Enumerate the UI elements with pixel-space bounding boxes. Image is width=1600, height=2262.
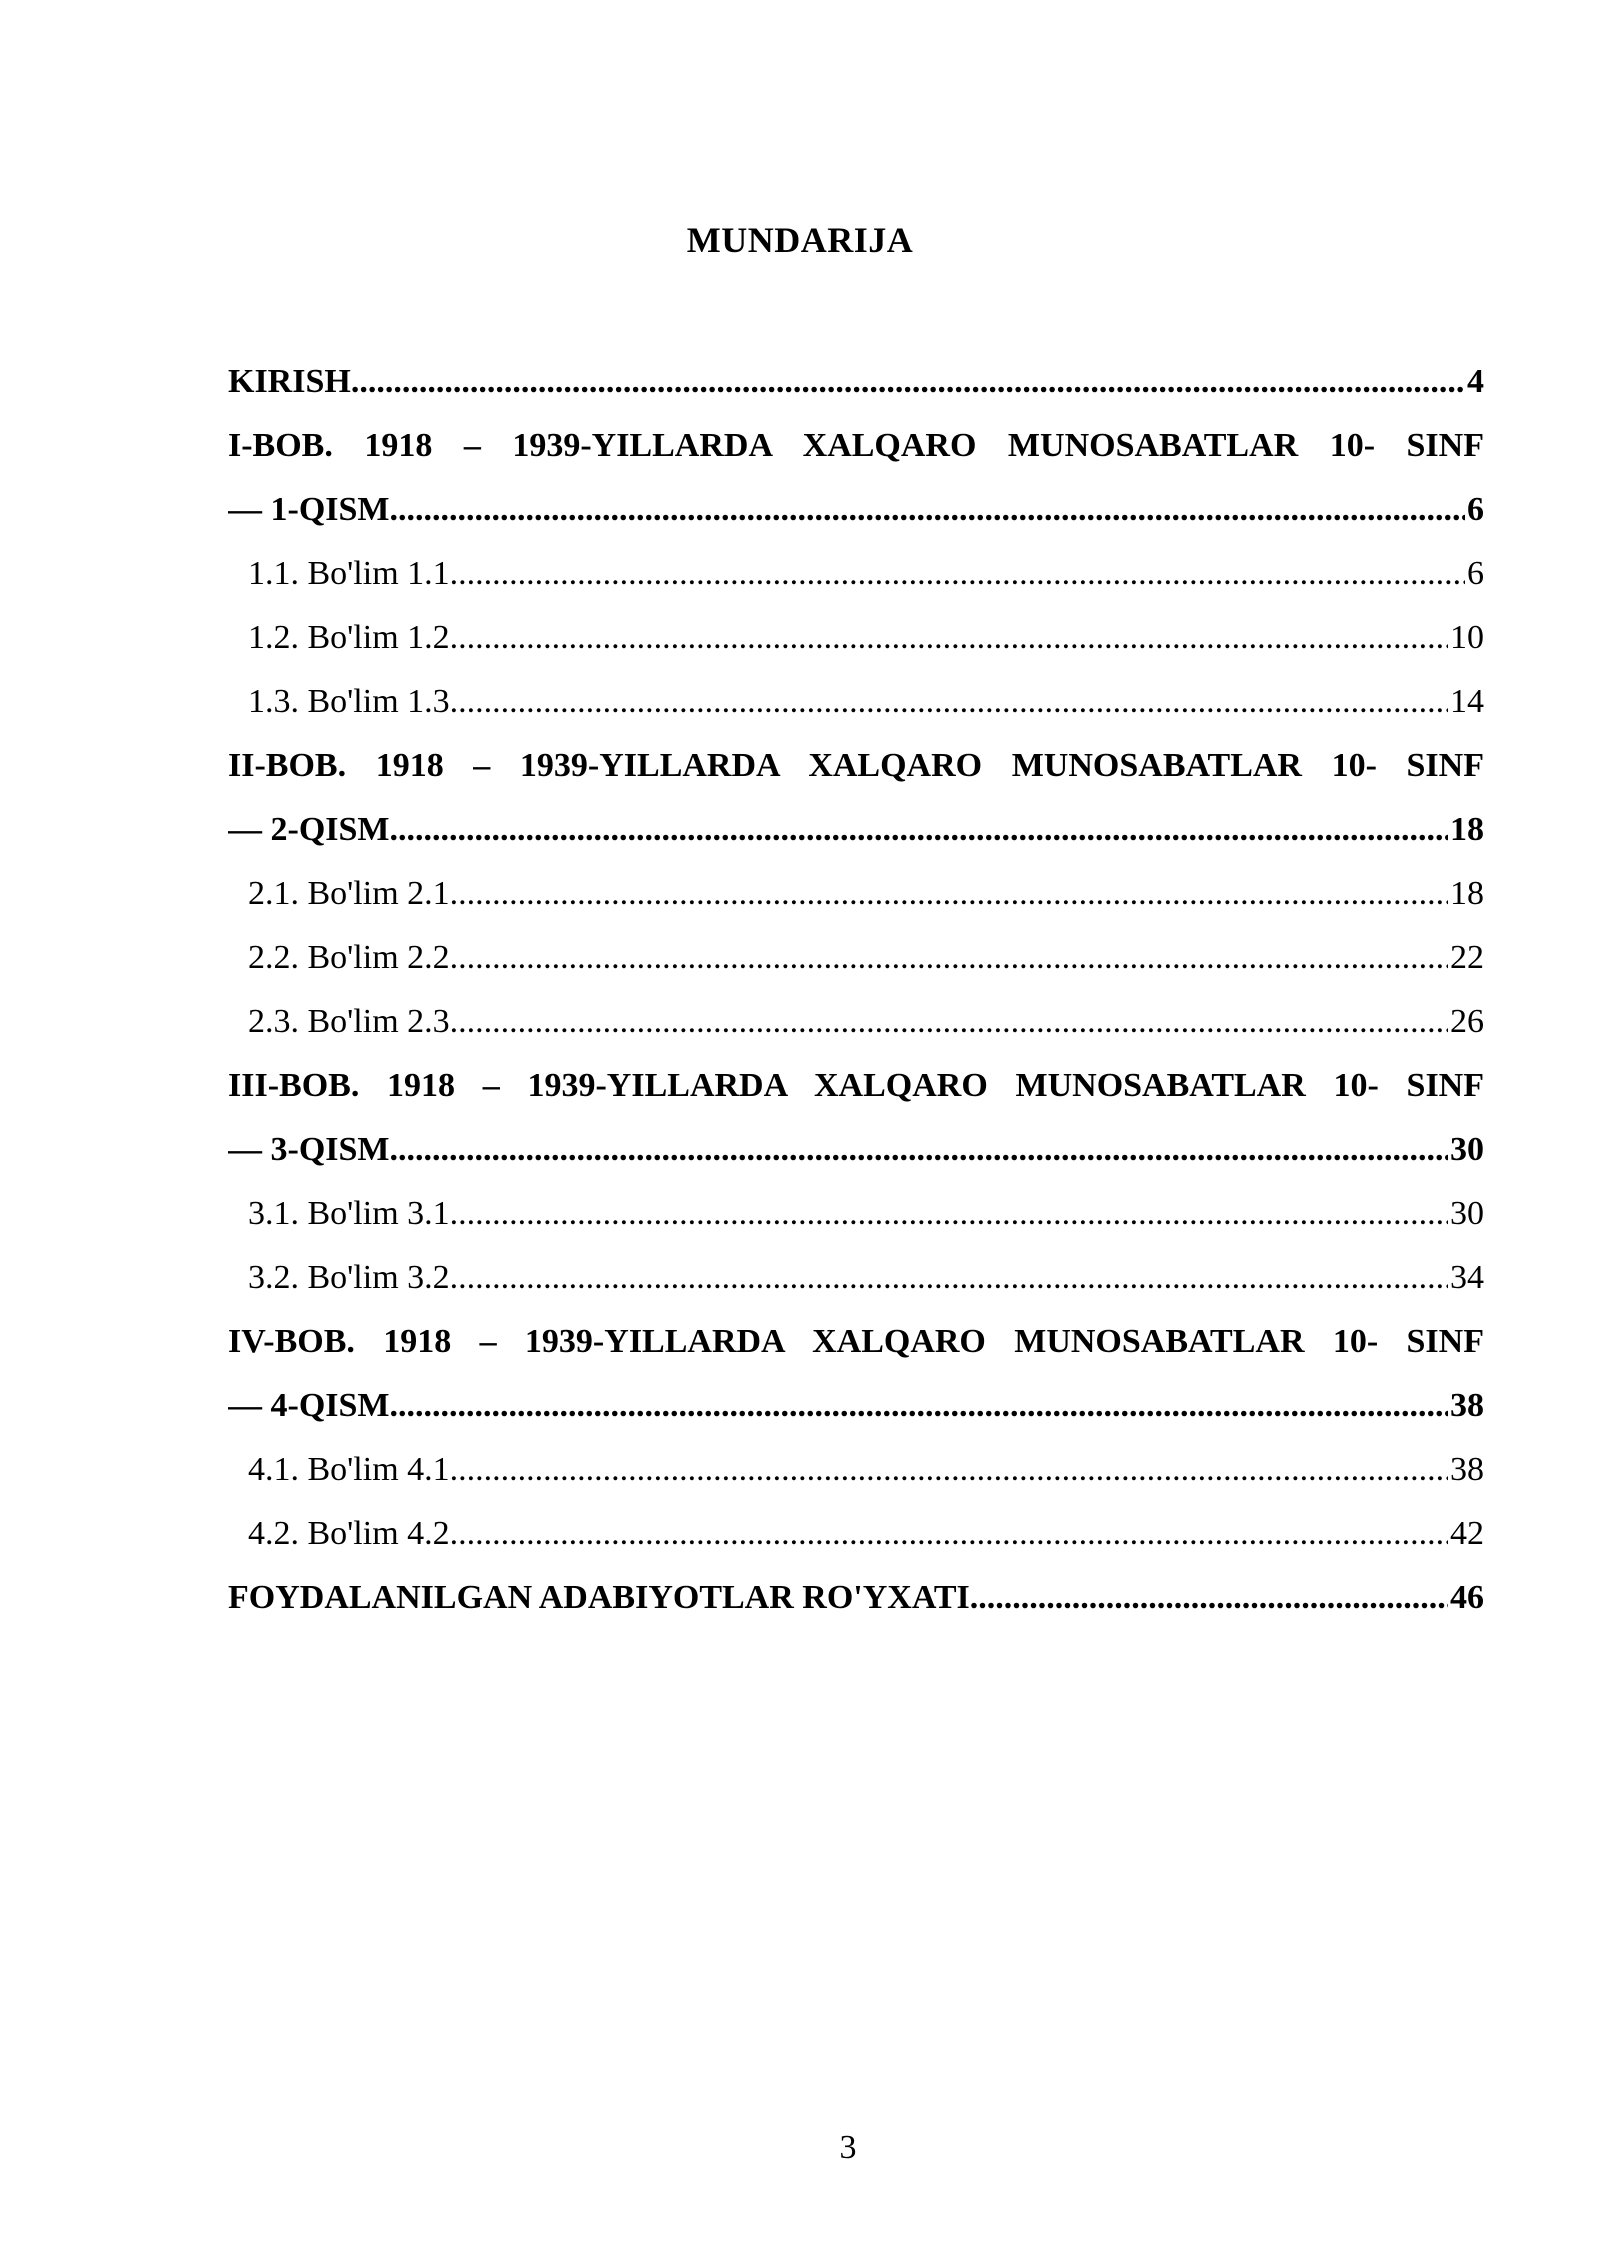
toc-entry-section-4-2[interactable] bbox=[228, 1502, 1484, 1566]
page-number: 3 bbox=[839, 2129, 857, 2166]
dot-leader bbox=[450, 1246, 1448, 1310]
toc-entry-label: 2.1. Bo'lim 2.1 bbox=[248, 875, 450, 912]
toc-entry-label: FOYDALANILGAN ADABIYOTLAR RO'YXATI bbox=[228, 1579, 970, 1616]
toc-entry-page: 38 bbox=[1450, 1387, 1484, 1424]
toc-entry-page: 38 bbox=[1450, 1451, 1484, 1488]
toc-entry-page: 22 bbox=[1450, 939, 1484, 976]
toc-entry-page: 18 bbox=[1450, 811, 1484, 848]
toc-entry-references[interactable] bbox=[228, 1566, 1484, 1630]
dot-leader bbox=[450, 670, 1448, 734]
toc-entry-section-4-1[interactable] bbox=[228, 1438, 1484, 1502]
dot-leader bbox=[450, 606, 1448, 670]
toc-entry-page: 30 bbox=[1450, 1195, 1484, 1232]
toc-entry-chapter-4[interactable] bbox=[228, 1374, 1484, 1438]
toc-entry-intro[interactable] bbox=[228, 350, 1484, 414]
dot-leader bbox=[450, 1182, 1448, 1246]
dot-leader bbox=[351, 350, 1465, 414]
toc-entry-label: 2.3. Bo'lim 2.3 bbox=[248, 1003, 450, 1040]
toc-entry-page: 42 bbox=[1450, 1515, 1484, 1552]
toc-entry-page: 46 bbox=[1450, 1579, 1484, 1616]
toc-entry-page: 34 bbox=[1450, 1259, 1484, 1296]
toc-entry-section-2-1[interactable] bbox=[228, 862, 1484, 926]
toc-entry-page: 4 bbox=[1467, 363, 1484, 400]
toc-chapter-4-title[interactable]: IV-BOB. 1918 – 1939-YILLARDA XALQARO MUNOSABATLAR 10- SINF bbox=[228, 1323, 1484, 1360]
toc-entry-section-3-1[interactable] bbox=[228, 1182, 1484, 1246]
toc-entry-page: 26 bbox=[1450, 1003, 1484, 1040]
toc-entry-label: 3.1. Bo'lim 3.1 bbox=[248, 1195, 450, 1232]
toc-entry-label: — 3-QISM bbox=[228, 1131, 390, 1168]
toc-entry-page: 10 bbox=[1450, 619, 1484, 656]
toc-chapter-1-title[interactable]: I-BOB. 1918 – 1939-YILLARDA XALQARO MUNOSABATLAR 10- SINF bbox=[228, 427, 1484, 464]
toc-chapter-2-title[interactable]: II-BOB. 1918 – 1939-YILLARDA XALQARO MUNOSABATLAR 10- SINF bbox=[228, 747, 1484, 784]
toc-entry-label: — 4-QISM bbox=[228, 1387, 390, 1424]
toc-entry-chapter-1[interactable] bbox=[228, 478, 1484, 542]
toc-entry-label: 2.2. Bo'lim 2.2 bbox=[248, 939, 450, 976]
toc-entry-section-1-2[interactable] bbox=[228, 606, 1484, 670]
toc-entry-chapter-3[interactable] bbox=[228, 1118, 1484, 1182]
toc-heading: MUNDARIJA bbox=[686, 220, 914, 260]
toc-entry-chapter-2[interactable] bbox=[228, 798, 1484, 862]
dot-leader bbox=[450, 1438, 1448, 1502]
dot-leader bbox=[450, 862, 1448, 926]
toc-entry-page: 6 bbox=[1467, 555, 1484, 592]
toc-entry-page: 14 bbox=[1450, 683, 1484, 720]
toc-entry-page: 18 bbox=[1450, 875, 1484, 912]
table-of-contents bbox=[228, 350, 1484, 1630]
dot-leader bbox=[390, 478, 1466, 542]
toc-entry-label: 4.2. Bo'lim 4.2 bbox=[248, 1515, 450, 1552]
toc-entry-section-3-2[interactable] bbox=[228, 1246, 1484, 1310]
toc-entry-page: 30 bbox=[1450, 1131, 1484, 1168]
toc-entry-label: 1.3. Bo'lim 1.3 bbox=[248, 683, 450, 720]
toc-entry-label: KIRISH bbox=[228, 363, 351, 400]
dot-leader bbox=[450, 1502, 1448, 1566]
toc-entry-page: 6 bbox=[1467, 491, 1484, 528]
toc-entry-label: 1.2. Bo'lim 1.2 bbox=[248, 619, 450, 656]
toc-entry-label: — 2-QISM bbox=[228, 811, 390, 848]
dot-leader bbox=[970, 1566, 1448, 1630]
dot-leader bbox=[390, 1374, 1449, 1438]
dot-leader bbox=[390, 1118, 1449, 1182]
toc-entry-label: 1.1. Bo'lim 1.1 bbox=[248, 555, 450, 592]
toc-entry-label: 3.2. Bo'lim 3.2 bbox=[248, 1259, 450, 1296]
dot-leader bbox=[450, 990, 1448, 1054]
toc-entry-label: 4.1. Bo'lim 4.1 bbox=[248, 1451, 450, 1488]
toc-entry-section-1-1[interactable] bbox=[228, 542, 1484, 606]
toc-chapter-3-title[interactable]: III-BOB. 1918 – 1939-YILLARDA XALQARO MUNOSABATLAR 10- SINF bbox=[228, 1067, 1484, 1104]
toc-entry-section-2-3[interactable] bbox=[228, 990, 1484, 1054]
toc-entry-label: — 1-QISM bbox=[228, 491, 390, 528]
dot-leader bbox=[450, 926, 1448, 990]
dot-leader bbox=[390, 798, 1449, 862]
toc-entry-section-2-2[interactable] bbox=[228, 926, 1484, 990]
toc-entry-section-1-3[interactable] bbox=[228, 670, 1484, 734]
dot-leader bbox=[450, 542, 1465, 606]
